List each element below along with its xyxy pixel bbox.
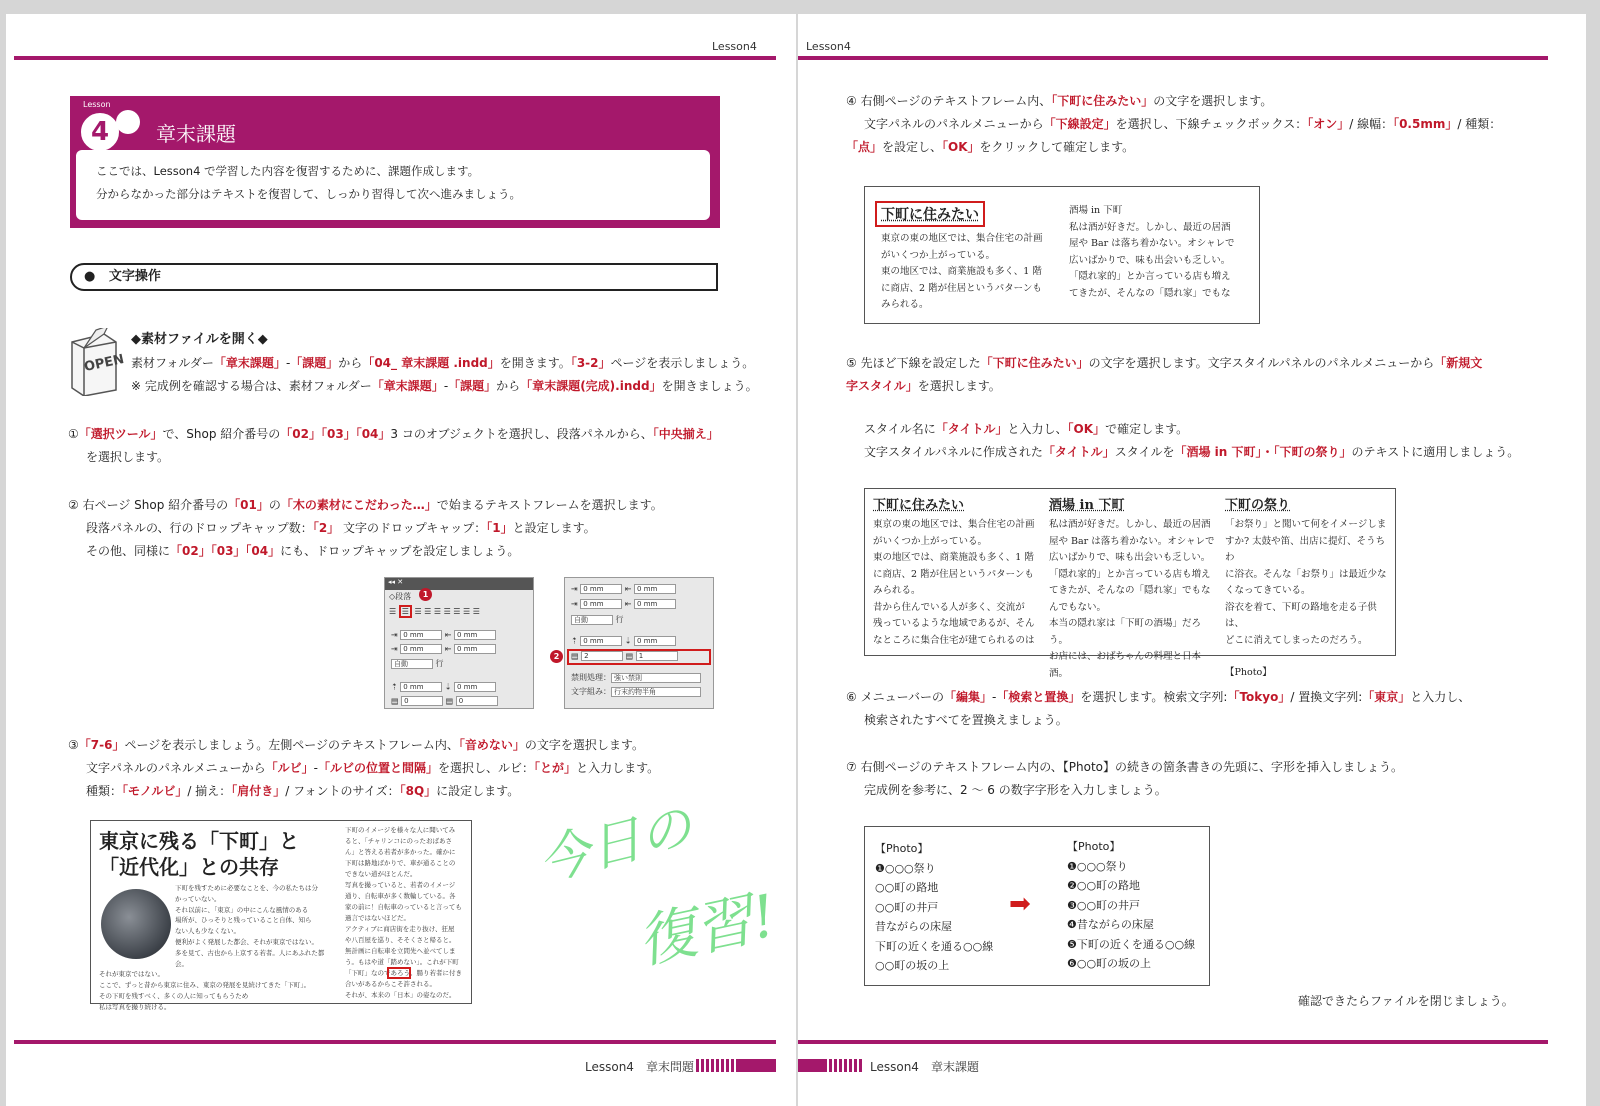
footer-stripes-right	[824, 1059, 864, 1072]
step-4	[846, 90, 1501, 159]
banner-title: 章末課題	[156, 122, 236, 146]
align-center-icon[interactable]: ☰	[399, 605, 412, 618]
step-1	[68, 423, 719, 469]
grid-dropdown[interactable]: 自動	[391, 659, 433, 669]
indent-left-field[interactable]: 0 mm	[400, 630, 442, 640]
drop-lines-field[interactable]: 2	[581, 651, 623, 661]
step-5-line4: 文字スタイルパネルに作成された「タイトル」スタイルを「酒場 in 下町」・「下町の祭り」のテキストに適用しましょう。	[864, 445, 1520, 459]
ruby-target-highlight	[387, 967, 411, 979]
step-3-line3: 種類：「モノルビ」/ 揃え：「肩付き」/ フォントのサイズ：「8Q」に設定します。	[86, 784, 520, 798]
lesson-number-badge	[78, 110, 122, 154]
left-page	[6, 14, 796, 1106]
example2-col1: 下町に住みたい 東京の東の地区では、集合住宅の計画 がいくつか上がっている。 東の地区では、商業施設も多く、1 階 に商店、2 階が住居というパターンも みられる。 昔から住んでいる人が多く、交流が 残っているような地域であるが、そん なところに集合住宅が建てられるのは	[873, 498, 1035, 646]
footer-rule	[14, 1040, 776, 1044]
footer-block-right	[798, 1059, 824, 1072]
step-3-line1: ③「7-6」ページを表示しましょう。左側ページのテキストフレーム内、「音めない」の文字を選択します。	[68, 738, 644, 752]
article-col-right: 下町のイメージを様々な人に聞いてみ ると、「チャリンコにのったおばあさ ん」と答える若者が多かった。確かに 下町は路地ばかりで、車が通ることの できない道がほとんだ。 写真を撮っていると、若者のイメージ 通り、自転車が多く数輪している。各 家の前に！自転車のっていると言っても 過言ではないほどだ。 アクティブに商店街を走り抜け、狂屋 や八百屋を巡り、そそくさと帰ると。 無計画に自転車を立間先へ並べてしま う。もはや道「踏めない」。これが下町 「下町」なのであろう。腸り若者に付き 合いがあるからこそ許される。 それが、本来の「日本」の姿なのだ。	[345, 826, 462, 999]
space-after-field-r[interactable]: 0 mm	[634, 636, 676, 646]
example1-left-text: 東京の東の地区では、集合住宅の計画 がいくつか上がっている。 東の地区では、商業施設も多く、1 階 に商店、2 階が住居というパターンも みられる。	[881, 233, 1043, 310]
grid-dropdown-r[interactable]: 自動	[571, 615, 613, 625]
example2-col3: 下町の祭り 「お祭り」と聞いて何をイメージしま すか? 太鼓や笛、出店に提灯、そうちわ に浴衣。そんな「お祭り」は最近少な くなってきている。 浴衣を着て、下町の路地を走る子供は、 どこに消えてしまったのだろう。 【Photo】	[1225, 498, 1387, 678]
step-3-line2: 文字パネルのパネルメニューから「ルビ」-「ルビの位置と間隔」を選択し、ルビ：「とが」と入力します。	[86, 761, 660, 775]
header-rule	[14, 56, 776, 60]
align-right-icon[interactable]: ☰	[414, 607, 422, 616]
example2-col2: 酒場 in 下町 私は酒が好きだ。しかし、最近の居酒 屋や Bar は落ち着かない。オシャレで 広いばかりで、味も出会いも乏しい。 「隠れ家的」とか言っている店も増え てきたが、そんなの「隠れ家」でもな んでもない。 本当の隠れ家は「下町の酒場」だろう。 お店には、おばちゃんの料理と日本酒。	[1049, 498, 1215, 679]
indent-right-field-r[interactable]: 0 mm	[634, 584, 676, 594]
section-heading-box	[70, 263, 718, 291]
article-headline-2: 「近代化」との共存	[99, 855, 279, 879]
lesson-banner	[70, 96, 720, 228]
last-indent-field-r[interactable]: 0 mm	[634, 599, 676, 609]
running-head-left: Lesson4	[712, 40, 757, 53]
sample-article	[90, 820, 472, 1011]
example-underline	[864, 186, 1260, 324]
step-5	[846, 352, 1519, 464]
paragraph-panel-left: ◂◂ ✕ ◇段落 ☰ ☰ ☰ ☰ ☰ ☰ ☰ ☰ ☰ 1 ⇥ 0 mm ⇤ 0 mm ⇥ 0 mm ⇤ 0 mm 自動 行 ⇡ 0 mm ⇣ 0 mm ▤ 0 ▤ 0	[384, 577, 534, 709]
closing-note: 確認できたらファイルを閉じましょう。	[1298, 994, 1514, 1008]
material-instructions	[131, 352, 758, 398]
step-2	[68, 494, 663, 563]
lesson-small-label: Lesson	[83, 100, 111, 109]
banner-intro-line2: 分からなかった部分はテキストを復習して、しっかり習得して次へ進みましょう。	[96, 187, 522, 201]
step-4-line2: 文字パネルのパネルメニューから「下線設定」を選択し、下線チェックボックス：「オン」/ 線幅：「0.5mm」/ 種類：	[864, 117, 1502, 131]
indent-left-icon: ⇥	[391, 630, 398, 640]
material-line1: 素材フォルダー「章末課題」-「課題」から「04_ 章末課題 .indd」を開きます。「3-2」ページを表示しましょう。	[131, 356, 755, 370]
step-5-line2: 字スタイル」を選択します。	[846, 379, 1001, 393]
align-left-icon[interactable]: ☰	[389, 607, 397, 616]
panel-titlebar: ◂◂ ✕	[385, 578, 533, 590]
bullet-icon: ●	[84, 269, 96, 284]
glyphs-after: 【Photo】 ❶○○○祭り ❷○○町の路地 ❸○○町の井戸 ❹昔ながらの床屋 ❺下町の近くを通る○○線 ❻○○町の坂の上	[1067, 840, 1196, 970]
space-before-field-r[interactable]: 0 mm	[580, 636, 622, 646]
open-label: OPEN	[82, 351, 126, 376]
example-glyphs	[864, 826, 1210, 986]
last-indent-field[interactable]: 0 mm	[454, 644, 496, 654]
step-1-line2: を選択します。	[86, 450, 170, 464]
material-heading: ◆素材ファイルを開く◆	[131, 332, 268, 347]
drop-lines-field-left[interactable]: 0	[401, 696, 443, 706]
example1-heading: 下町に住みたい	[875, 201, 985, 227]
material-line2: ※ 完成例を確認する場合は、素材フォルダー「章末課題」-「課題」から「章末課題(完成).indd」を開きましょう。	[131, 379, 758, 393]
example1-right-text: 酒場 in 下町 私は酒が好きだ。しかし、最近の居酒 屋や Bar は落ち着かない。オシャレで 広いばかりで、味も出会いも乏しい。 「隠れ家的」とか言っている店も増え てきたが、そんなの「隠れ家」でもな	[1069, 205, 1235, 299]
step-4-line3: 「点」を設定し、「OK」をクリックして確定します。	[846, 140, 1135, 154]
step-3	[68, 734, 659, 803]
first-indent-field[interactable]: 0 mm	[400, 644, 442, 654]
article-headline-1: 東京に残る「下町」と	[99, 829, 299, 853]
step-5-line3: スタイル名に「タイトル」と入力し、「OK」で確定します。	[864, 422, 1189, 436]
indent-left-field-r[interactable]: 0 mm	[580, 584, 622, 594]
step-6-line1: ⑥ メニューバーの「編集」-「検索と置換」を選択します。検索文字列:「Tokyo」/ 置換文字列:「東京」と入力し、	[846, 690, 1471, 704]
banner-intro-box	[76, 150, 710, 220]
panel-title: ◇段落	[389, 592, 412, 601]
step-2-line2: 段落パネルの、行のドロップキャップ数：「2」 文字のドロップキャップ：「1」と設定します。	[86, 521, 596, 535]
handwriting-line2: 復習!	[631, 881, 782, 977]
step-6-line2: 検索されたすべてを置換えましょう。	[864, 713, 1068, 727]
arrow-right-icon: ➡	[1009, 889, 1031, 919]
marker-1: 1	[419, 588, 432, 601]
footer-text-right: Lesson4 章末課題	[870, 1060, 979, 1074]
step-6	[846, 686, 1470, 732]
first-indent-field-r[interactable]: 0 mm	[580, 599, 622, 609]
example-char-style	[864, 488, 1396, 679]
footer-block-left	[736, 1059, 776, 1072]
unit-label: 行	[435, 659, 444, 668]
space-after-field[interactable]: 0 mm	[454, 682, 496, 692]
step-7	[846, 756, 1403, 802]
kinsoku-dropdown[interactable]: 強い禁則	[611, 673, 701, 683]
handwriting-line1: 今日の	[532, 796, 699, 893]
indent-right-field[interactable]: 0 mm	[454, 630, 496, 640]
step-7-line2: 完成例を参考に、2 ～ 6 の数字字形を入力しましょう。	[864, 783, 1167, 797]
section-heading: 文字操作	[108, 269, 161, 284]
space-before-field[interactable]: 0 mm	[400, 682, 442, 692]
footer-text-left: Lesson4 章末問題	[585, 1060, 694, 1074]
step-4-line1: ④ 右側ページのテキストフレーム内、「下町に住みたい」の文字を選択します。	[846, 94, 1273, 108]
mojikumi-dropdown[interactable]: 行末約物半角	[611, 687, 701, 697]
handwriting-annotation	[532, 796, 796, 1002]
step-5-line1: ⑤ 先ほど下線を設定した「下町に住みたい」の文字を選択します。文字スタイルパネルのパネルメニューから「新規文	[846, 356, 1483, 370]
lesson-number: 4	[90, 117, 110, 147]
article-col-left: 下町を残すために必要なことを、今の私たちは分 かっていない。 それ以前に、「東京」の中にこんな風情のある 場所が、ひっそりと残っていること自体、知ら ない人も少なくない。 便利がよく発展した都会、それが東京ではない。 多を見て、古也から上京する若者。人にあふれた都会。 それが東京ではない。 ここで、ずっと昔から東京に住み、東京の発展を見続けてきた「下町」。 その下町を残すべく、多くの人に知ってもらうため 私は写真を撮り続ける。	[99, 884, 325, 1011]
indent-right-icon: ⇤	[444, 630, 452, 640]
glyphs-before: 【Photo】 ❶○○○祭り ○○町の路地 ○○町の井戸 昔ながらの床屋 下町の近くを通る○○線 ○○町の坂の上	[875, 842, 994, 972]
paragraph-panel-right: ⇥ 0 mm ⇤ 0 mm ⇥ 0 mm ⇤ 0 mm 自動 行 ⇡ 0 mm ⇣ 0 mm ▤ 2 ▤ 1 禁則処理： 強い禁則 文字組み： 行末約物半角	[564, 577, 714, 709]
drop-chars-field[interactable]: 1	[636, 651, 678, 661]
drop-chars-field-left[interactable]: 0	[456, 696, 498, 706]
banner-intro-line1: ここでは、Lesson4 で学習した内容を復習するために、課題作成します。	[96, 164, 480, 178]
alignment-buttons: ☰ ☰ ☰ ☰ ☰ ☰ ☰ ☰ ☰	[389, 607, 480, 616]
badge-bubble	[116, 110, 140, 134]
open-box-icon	[68, 328, 126, 396]
footer-rule-right	[798, 1040, 1548, 1044]
marker-2: 2	[550, 650, 563, 663]
right-page	[798, 14, 1586, 1106]
step-7-line1: ⑦ 右側ページのテキストフレーム内の、【Photo】の続きの箇条書きの先頭に、字形を挿入しましょう。	[846, 760, 1404, 774]
running-head-right: Lesson4	[806, 40, 851, 53]
step-1-line1: ①「選択ツール」で、Shop 紹介番号の「02」「03」「04」3 コのオブジェクトを選択し、段落パネルから、「中央揃え」	[68, 427, 719, 441]
header-rule-right	[798, 56, 1548, 60]
step-2-line3: その他、同様に「02」「03」「04」にも、ドロップキャップを設定しましょう。	[86, 544, 520, 558]
step-2-line1: ② 右ページ Shop 紹介番号の「01」の「木の素材にこだわった…」で始まるテキストフレームを選択します。	[68, 498, 663, 512]
